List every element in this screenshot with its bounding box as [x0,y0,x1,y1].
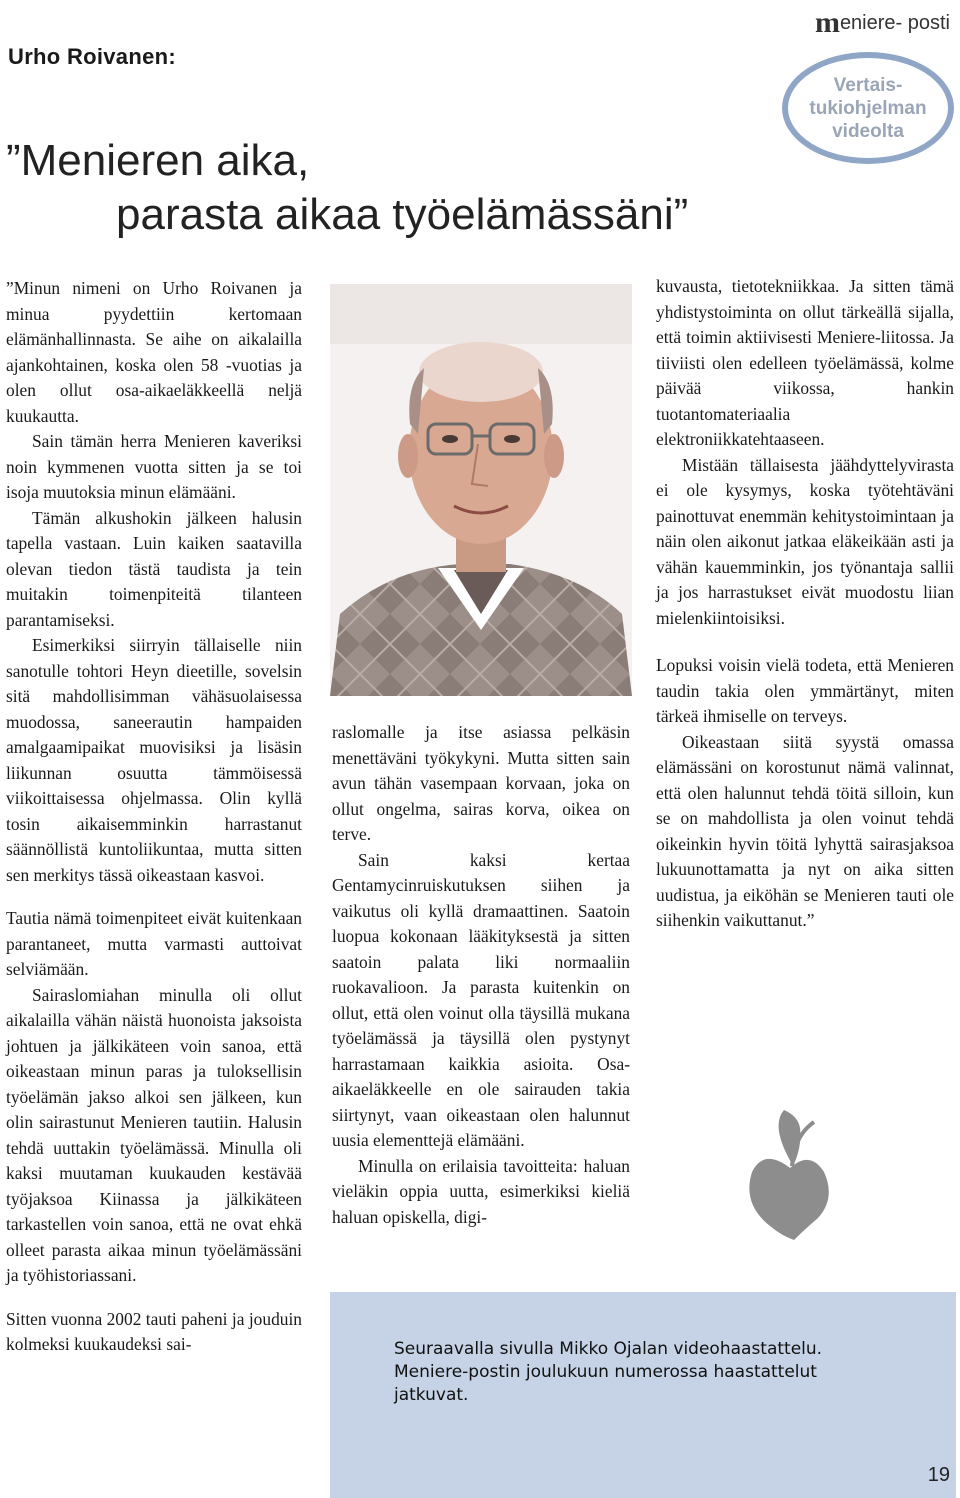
portrait-photo [330,284,632,696]
text-column-2 [332,720,630,1230]
paragraph: Sain kaksi kertaa Gentamycinruiskutuksen siihen ja vaikutus oli kyllä dramaattinen. Saatoin luopua kokonaan lääkityksestä ja sitten saatoin palata liki normaaliin ruokavalioon. Ja parasta kuitenkin on ollut, että olen voinut olla täysillä mukana työelämässä ja täysillä olen pystynyt harrastamaan kaikkia asioita. Osa-aikaeläkkeelle en ole sairauden takia siirtynyt, vaan oikeastaan olen halunnut uusia elementtejä elämääni. [332,849,630,1150]
paragraph: Oikeastaan siitä syystä omassa elämässäni on korostunut nämä valinnat, että olen halunnut tehdä töitä silloin, kun se on mahdollista ja olen voinut tehdä oikeinkin hyvin töitä lyhyttä sairasjaksoa lukuunottamatta ja nyt on aika sitten uudistua, ja eiköhän se Menieren tauti ole siihenkin vaikuttanut.” [656,731,954,930]
paragraph: Esimerkiksi siirryin tällaiselle niin sanotulle tohtori Heyn dieetille, sovelsin sitä mahdollisimman vähäsuolaisessa muodossa, saneerautin hampaiden amalgaamipaikat muovisiksi ja lisäsin liikunnan osuutta tämmöisessä viikoittaisessa ohjelmassa. Olin kyllä tosin aikaisemminkin harrastanut säännöllistä kuntoliikuntaa, mutta sitten sen merkitys tässä oikeastaan kasvoi. [6,635,302,885]
text-column-3 [656,274,954,934]
source-badge [782,52,954,164]
paragraph: Sairaslomiahan minulla oli ollut aikalailla vähän näistä huonoista jaksoista johtuen ja jälkikäteen voin sanoa, että oikeastaan minun paras ja tuloksellisin työelämän jakso alkoi sen jälkeen, kun olin sairastunut Menieren tautiin. Halusin tehdä uuttakin työelämässä. Minulla oli kaksi muutaman kuukauden kestävää työjaksoa Kiinassa ja jälkikäteen tarkastellen voin sanoa, että ne ovat ehkä olleet parasta aikaa minun työelämässäni ja työhistoriassani. [6,984,302,1285]
paragraph: raslomalle ja itse asiassa pelkäsin menettäväni työkykyni. Mutta sitten sain avun tähän vasempaan korvaan, joka on ollut ongelma, sairas korva, oikea on terve. [332,722,630,844]
paragraph: Minulla on erilaisia tavoitteita: haluan vieläkin oppia uutta, esimerkiksi kieliä haluan opiskella, digi- [332,1155,630,1227]
paragraph: Tautia nämä toimenpiteet eivät kuitenkaan parantaneet, mutta varmasti auttoivat selviämään. [6,908,302,979]
leaf-ornament-icon [740,1106,840,1246]
paragraph: ”Minun nimeni on Urho Roivanen ja minua pyydettiin kertomaan elämänhallinnasta. Se aihe on aikalailla ajankohtainen, koska olen 58 -vuotias ja olen ollut osa-aikaeläkkeellä neljä kuukautta. [6,278,302,426]
callout-line: Seuraavalla sivulla Mikko Ojalan videohaastattelu. [394,1339,823,1359]
portrait-illustration [330,284,632,696]
paragraph: Mistään tällaisesta jäähdyttelyvirasta ei ole kysymys, koska työtehtäväni painottuvat enemmän kehitystoimintaan ja näin olen aikonut jatkaa eläkeikään asti ja vähän kauemminkin, jos työnantaja sallii ja jos harrastukset eivät muodostu liian mielenkiintoisiksi. [656,454,954,628]
logo-mark: m [814,6,840,39]
paragraph: Tämän alkushokin jälkeen halusin tapella vastaan. Luin kaiken saatavilla olevan tiedon tästä taudista ja tein muitakin toimenpiteitä tilanteen parantamiseksi. [6,507,302,630]
article-title-line-2: parasta aikaa työelämässäni” [116,190,689,239]
paragraph: Lopuksi voisin vielä todeta, että Menieren taudin takia olen ymmärtänyt, miten tärkeä ihmiselle on terveys. [656,655,954,726]
author-name: Urho Roivanen: [8,44,176,69]
callout-text [394,1338,934,1407]
paragraph: kuvausta, tietotekniikkaa. Ja sitten tämä yhdistystoiminta on ollut tärkeällä sijalla, että toimin aktiivisesti Meniere-liitossa. Ja tiiviisti olen edelleen työelämässä, kolme päivää viikossa, hankin tuotantomateriaalia elektroniikkatehtaaseen. [656,276,954,449]
badge-line: Vertais- [833,74,903,96]
badge-line: videolta [832,120,904,142]
paragraph: Sain tämän herra Menieren kaveriksi noin kymmenen vuotta sitten ja se toi isoja muutoksia minun elämääni. [6,431,302,502]
magazine-logo [815,6,950,40]
page-number: 19 [927,1464,950,1486]
callout-line: Meniere-postin joulukuun numerossa haastattelut [394,1362,817,1382]
logo-text: eniere- posti [839,12,950,34]
callout-line: jatkuvat. [394,1385,469,1405]
paragraph: Sitten vuonna 2002 tauti paheni ja jouduin kolmeksi kuukaudeksi sai- [6,1308,302,1354]
article-title-line-1: ”Menieren aika, [6,136,310,185]
badge-line: tukiohjelman [809,97,927,119]
text-column-1 [6,276,302,1358]
